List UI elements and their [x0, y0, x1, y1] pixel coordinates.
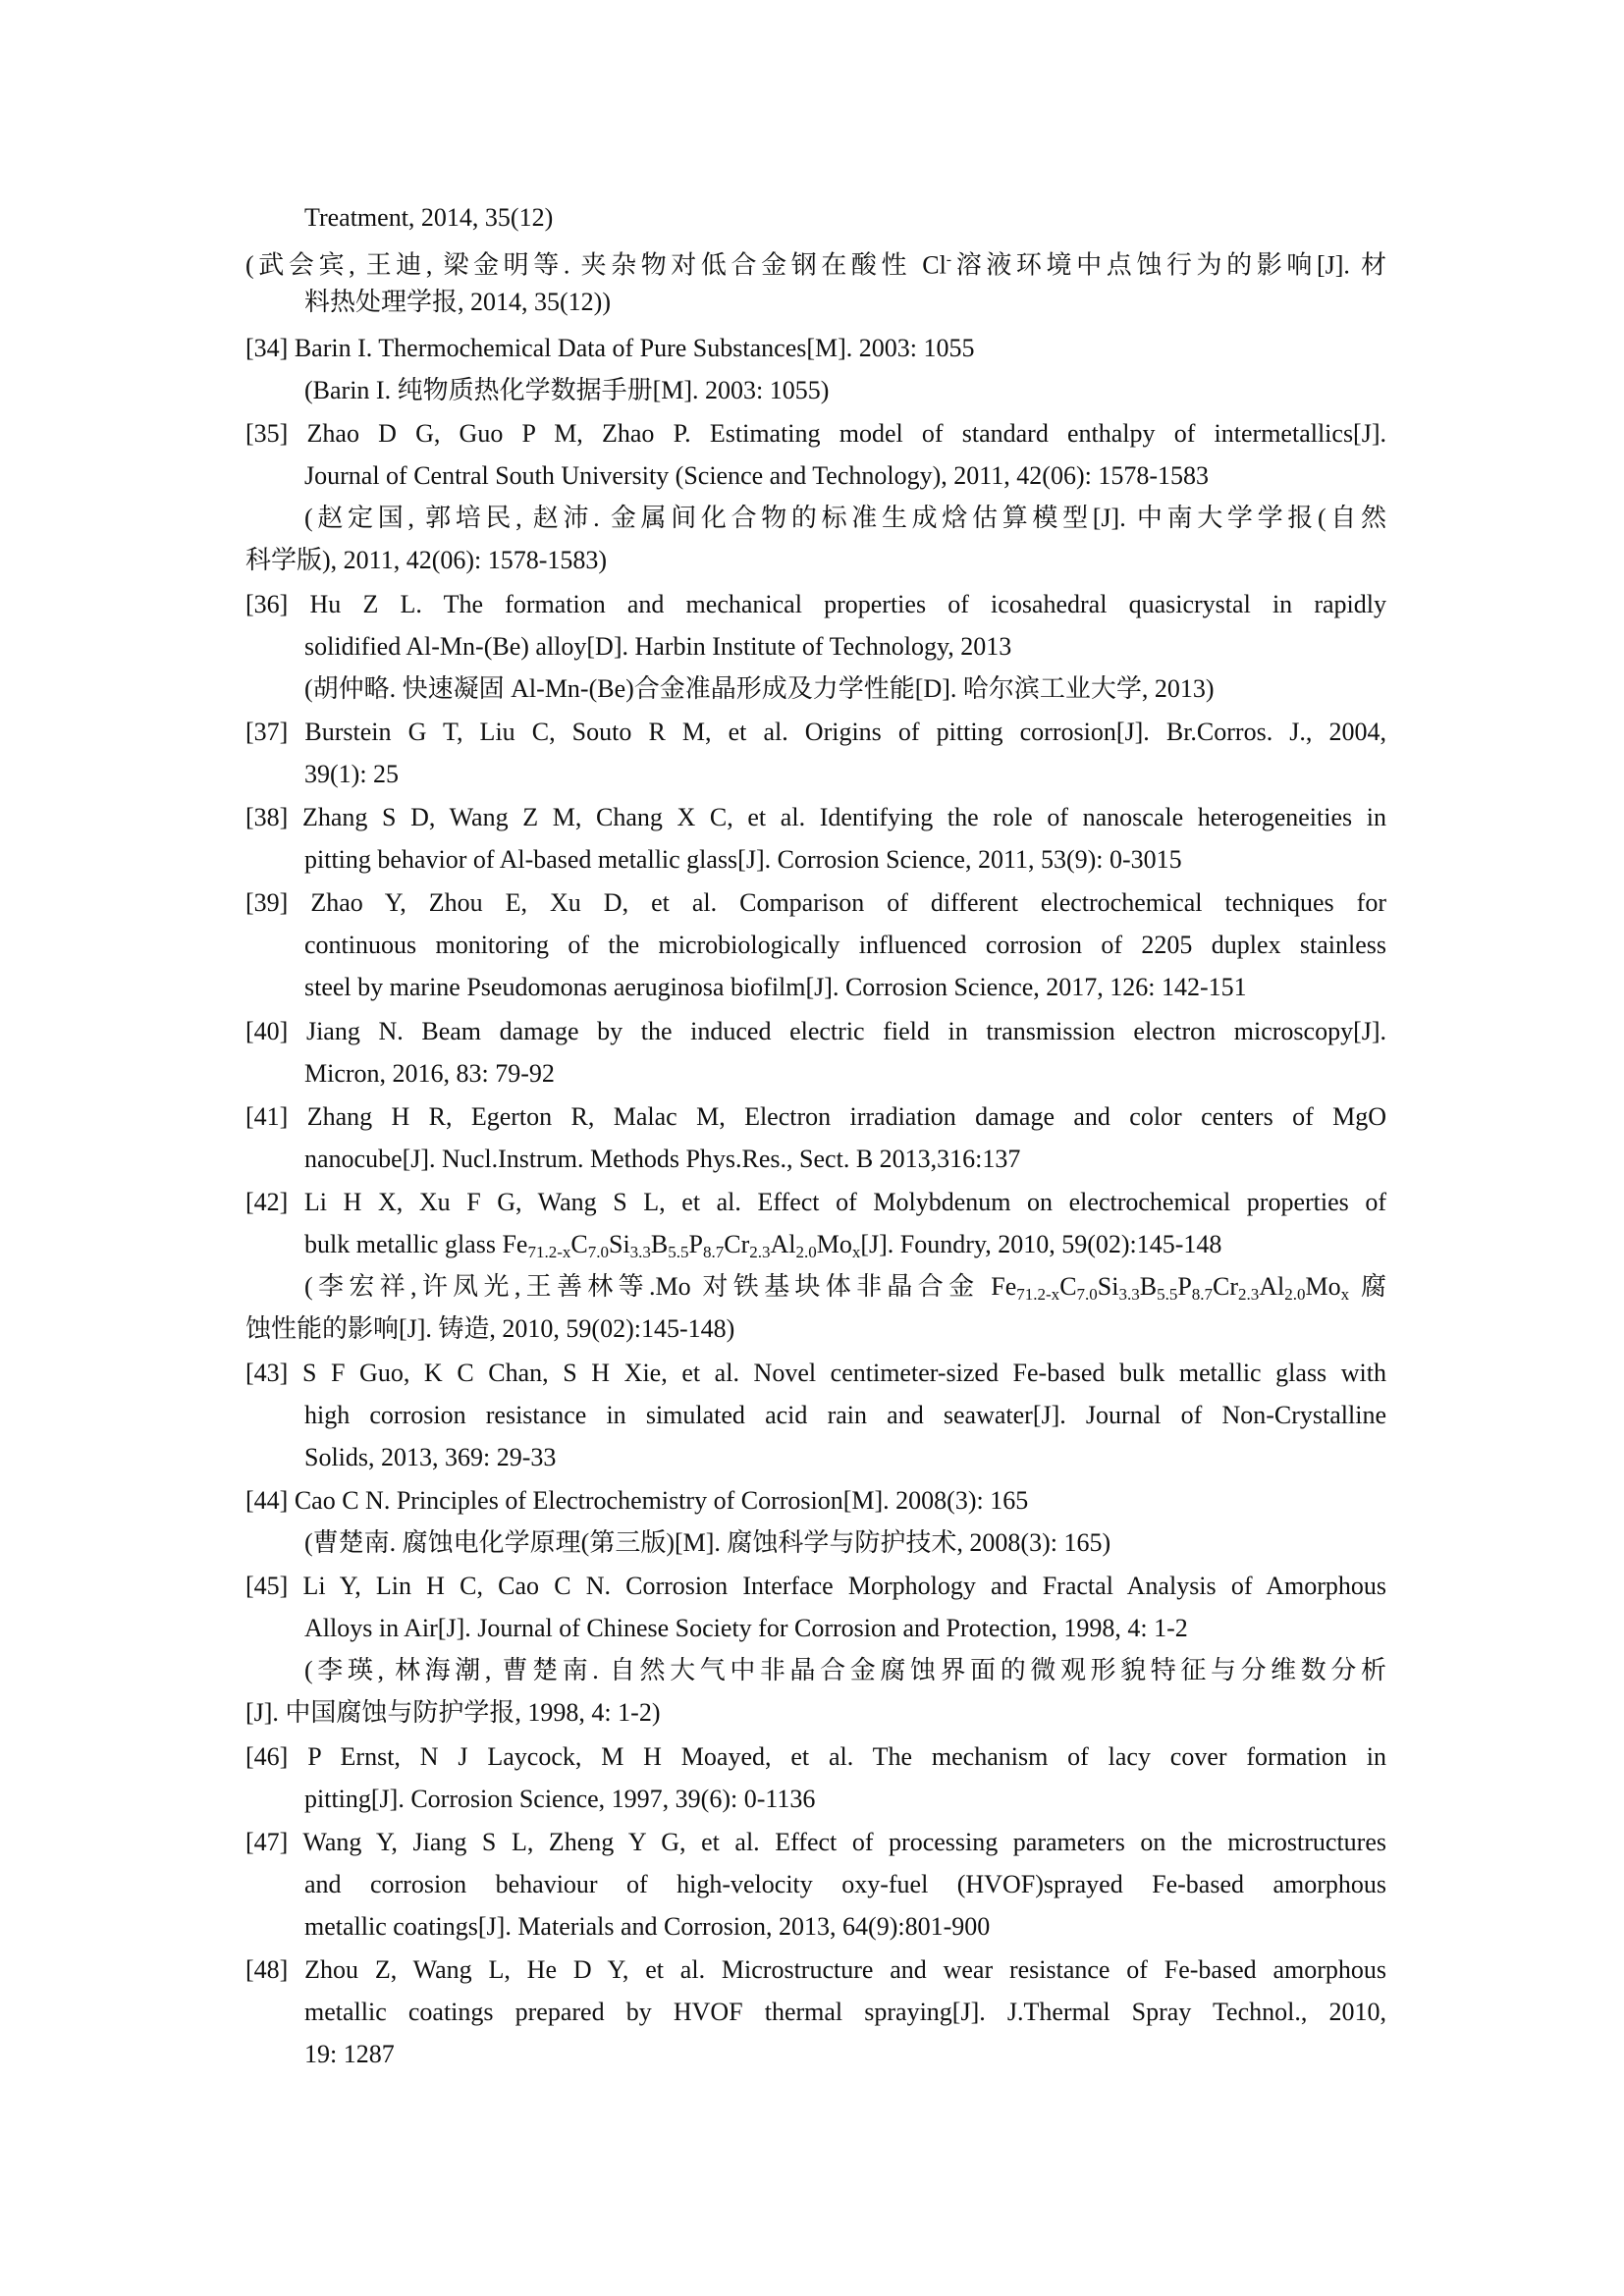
- ref-43-line2: high corrosion resistance in simulated acid rain and seawater[J]. Journal of Non-Crystalline: [304, 1401, 1386, 1429]
- ref-35-line2: Journal of Central South University (Science and Technology), 2011, 42(06): 1578-1583: [304, 461, 1210, 490]
- ref-36-zh-line1: (胡仲略. 快速凝固 Al-Mn-(Be)合金准晶形成及力学性能[D]. 哈尔滨工业大学, 2013): [304, 674, 1215, 703]
- ref-34-line1: [34] Barin I. Thermochemical Data of Pure Substances[M]. 2003: 1055: [245, 334, 975, 362]
- ref-43-line1: [43] S F Guo, K C Chan, S H Xie, et al. Novel centimeter-sized Fe-based bulk metallic glass with: [245, 1359, 1387, 1387]
- ref-35-zh-line2: 科学版), 2011, 42(06): 1578-1583): [245, 546, 608, 574]
- ref-35-line1: [35] Zhao D G, Guo P M, Zhao P. Estimating model of standard enthalpy of intermetallics[J].: [245, 419, 1386, 448]
- ref-48-line3: 19: 1287: [304, 2040, 395, 2068]
- ref-39-line1: [39] Zhao Y, Zhou E, Xu D, et al. Comparison of different electrochemical techniques for: [245, 888, 1386, 917]
- ref-33-tail: Treatment, 2014, 35(12): [304, 203, 554, 232]
- ref-40-line1: [40] Jiang N. Beam damage by the induced electric field in transmission electron microscopy[J].: [245, 1017, 1387, 1045]
- ref-37-line2: 39(1): 25: [304, 760, 400, 788]
- ref-47-line1: [47] Wang Y, Jiang S L, Zheng Y G, et al. Effect of processing parameters on the microstructures: [245, 1828, 1386, 1856]
- ref-44-line1: [44] Cao C N. Principles of Electrochemistry of Corrosion[M]. 2008(3): 165: [245, 1486, 1029, 1515]
- ref-39-line2: continuous monitoring of the microbiologically influenced corrosion of 2205 duplex stainless: [304, 931, 1386, 959]
- ref-46-line2: pitting[J]. Corrosion Science, 1997, 39(6): 0-1136: [304, 1785, 816, 1813]
- ref-45-line2: Alloys in Air[J]. Journal of Chinese Society for Corrosion and Protection, 1998, 4: 1-2: [304, 1614, 1188, 1642]
- ref-45-zh-line2: [J]. 中国腐蚀与防护学报, 1998, 4: 1-2): [245, 1698, 661, 1727]
- ref-39-line3: steel by marine Pseudomonas aeruginosa biofilm[J]. Corrosion Science, 2017, 126: 142-151: [304, 973, 1247, 1001]
- ref-45-line1: [45] Li Y, Lin H C, Cao C N. Corrosion Interface Morphology and Fractal Analysis of Amorphous: [245, 1572, 1386, 1600]
- ref-37-line1: [37] Burstein G T, Liu C, Souto R M, et al. Origins of pitting corrosion[J]. Br.Corros. J., 2004,: [245, 718, 1386, 746]
- ref-42-line1: [42] Li H X, Xu F G, Wang S L, et al. Effect of Molybdenum on electrochemical properties of: [245, 1188, 1386, 1216]
- ref-38-line2: pitting behavior of Al-based metallic glass[J]. Corrosion Science, 2011, 53(9): 0-3015: [304, 845, 1182, 874]
- ref-33-zh-line1: (武会宾, 王迪, 梁金明等. 夹杂物对低合金钢在酸性 Cl-溶液环境中点蚀行为的影响[J]. 材: [245, 250, 1386, 280]
- ref-41-line1: [41] Zhang H R, Egerton R, Malac M, Electron irradiation damage and color centers of MgO: [245, 1102, 1386, 1131]
- ref-44-zh-line1: (曹楚南. 腐蚀电化学原理(第三版)[M]. 腐蚀科学与防护技术, 2008(3): 165): [304, 1528, 1111, 1557]
- ref-36-line1: [36] Hu Z L. The formation and mechanical properties of icosahedral quasicrystal in rapidly: [245, 590, 1386, 618]
- ref-41-line2: nanocube[J]. Nucl.Instrum. Methods Phys.Res., Sect. B 2013,316:137: [304, 1145, 1021, 1173]
- ref-38-line1: [38] Zhang S D, Wang Z M, Chang X C, et al. Identifying the role of nanoscale heterogeneities in: [245, 803, 1386, 831]
- ref-46-line1: [46] P Ernst, N J Laycock, M H Moayed, et al. The mechanism of lacy cover formation in: [245, 1742, 1386, 1771]
- ref-42-zh-line2: 蚀性能的影响[J]. 铸造, 2010, 59(02):145-148): [245, 1314, 735, 1343]
- ref-45-zh-line1: (李瑛, 林海潮, 曹楚南. 自然大气中非晶合金腐蚀界面的微观形貌特征与分维数分析: [304, 1656, 1386, 1684]
- ref-47-line3: metallic coatings[J]. Materials and Corrosion, 2013, 64(9):801-900: [304, 1912, 991, 1941]
- ref-42-zh-line1: (李宏祥,许凤光,王善林等.Mo 对铁基块体非晶合金 $Fe_{71.2-x}C_{7.0}Si_{3.3}B_{5.5}P_{8.7}Cr_{2.3}Al_{2.0}Mo_x$ 腐: [304, 1272, 1386, 1304]
- ref-43-line3: Solids, 2013, 369: 29-33: [304, 1443, 557, 1471]
- ref-48-line2: metallic coatings prepared by HVOF thermal spraying[J]. J.Thermal Spray Technol., 2010,: [304, 1998, 1386, 2026]
- ref-40-line2: Micron, 2016, 83: 79-92: [304, 1059, 555, 1088]
- ref-36-line2: solidified Al-Mn-(Be) alloy[D]. Harbin Institute of Technology, 2013: [304, 632, 1012, 661]
- ref-48-line1: [48] Zhou Z, Wang L, He D Y, et al. Microstructure and wear resistance of Fe-based amorphous: [245, 1955, 1387, 1984]
- ref-33-zh-line2: 料热处理学报, 2014, 35(12)): [304, 288, 611, 316]
- ref-47-line2: and corrosion behaviour of high-velocity oxy-fuel (HVOF)sprayed Fe-based amorphous: [304, 1870, 1386, 1898]
- ref-34-zh-line1: (Barin I. 纯物质热化学数据手册[M]. 2003: 1055): [304, 376, 830, 404]
- ref-42-line2: bulk metallic glass $Fe_{71.2-x}C_{7.0}Si_{3.3}B_{5.5}P_{8.7}Cr_{2.3}Al_{2.0}Mo_x[J]$. Foundry, 2010, 59(02):145-148: [304, 1230, 1222, 1261]
- ref-35-zh-line1: (赵定国, 郭培民, 赵沛. 金属间化合物的标准生成焓估算模型[J]. 中南大学学报(自然: [304, 504, 1386, 532]
